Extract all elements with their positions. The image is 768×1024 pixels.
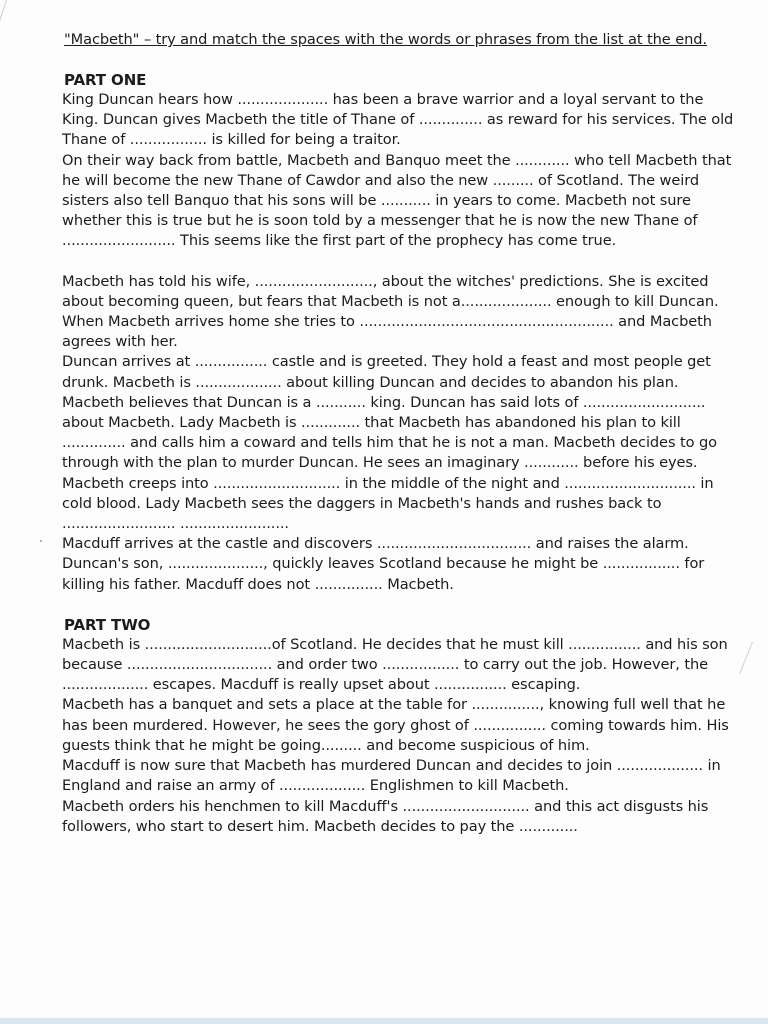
- part-one-paragraph: Macduff arrives at the castle and discovers .................................. and raises the alarm. Duncan's son, ....................., quickly leaves Scotland because he might be ................. for killing his father. Macduff does not ............... Macbeth.: [62, 535, 705, 593]
- paragraph-spacer: [58, 252, 738, 272]
- scan-edge-mark: [739, 642, 753, 674]
- part-one-paragraph: On their way back from battle, Macbeth and Banquo meet the ............ who tell Macbeth that he will become the new Thane of Cawdor and also the new ......... of Scotland. The weird sisters also tell Banquo that his sons will be ........... in years to come. Macbeth not sure whether this is true but he is soon told by a messenger that he is now the new Thane of ......................... This seems like the first part of the prophecy has come true.: [62, 151, 732, 250]
- part-two-heading: PART TWO: [64, 615, 151, 634]
- part-two-paragraph: Macbeth has a banquet and sets a place at the table for ..............., knowing full well that he has been murdered. However, he sees the gory ghost of ................ coming towards him. His guests think that he might be going......... and become suspicious of him.: [62, 696, 729, 754]
- part-two-paragraph: Macbeth is ............................of Scotland. He decides that he must kill ................ and his son because ................................ and order two ................. to carry out the job. However, the ................... escapes. Macduff is really upset about ................ escaping.: [62, 635, 728, 694]
- part-one-heading: PART ONE: [64, 71, 147, 89]
- part-two-paragraph: Macbeth orders his henchmen to kill Macduff's ............................ and this act disgusts his followers, who start to desert him. Macbeth decides to pay the .............: [62, 797, 709, 835]
- scan-edge-mark: [0, 0, 7, 38]
- worksheet-content: [58, 30, 738, 837]
- scan-bottom-edge: [0, 1018, 768, 1024]
- part-one-paragraph: Duncan arrives at ................ castle and is greeted. They hold a feast and most people get drunk. Macbeth is ................... about killing Duncan and decides to abandon his plan. Macbeth believes that Duncan is a ........... king. Duncan has said lots of ........................... about Macbeth. Lady Macbeth is ............. that Macbeth has abandoned his plan to kill .............. and calls him a coward and tells him that he is not a man. Macbeth decides to go through with the plan to murder Duncan. He sees an imaginary ............ before his eyes. Macbeth creeps into ............................ in the middle of the night and ............................. in cold blood. Lady Macbeth sees the daggers in Macbeth's hands and rushes back to ......................... ........................: [62, 353, 717, 533]
- paragraph-spacer: [58, 595, 738, 615]
- part-two-paragraph: Macduff is now sure that Macbeth has murdered Duncan and decides to join ................... in England and raise an army of ................... Englishmen to kill Macbeth.: [62, 757, 721, 795]
- part-one-paragraph: Macbeth has told his wife, .........................., about the witches' predictions. She is excited about becoming queen, but fears that Macbeth is not a.................... enough to kill Duncan. When Macbeth arrives home she tries to ........................................................ and Macbeth agrees with her.: [62, 272, 719, 351]
- scan-dot: [40, 540, 42, 542]
- part-one-paragraph: King Duncan hears how .................... has been a brave warrior and a loyal servant to the King. Duncan gives Macbeth the title of Thane of .............. as reward for his services. The old Thane of ................. is killed for being a traitor.: [62, 91, 734, 149]
- worksheet-title: "Macbeth" – try and match the spaces with the words or phrases from the list at the end.: [64, 31, 707, 48]
